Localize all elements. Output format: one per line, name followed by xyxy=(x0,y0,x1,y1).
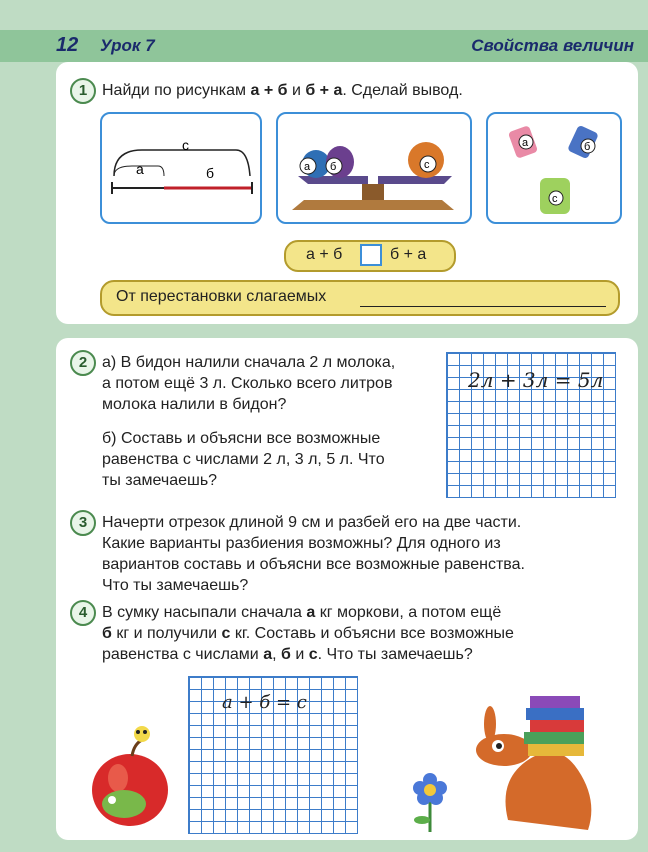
task4-number: 4 xyxy=(70,600,96,626)
lesson-title: Урок 7 xyxy=(100,36,155,55)
task2-part-a: а) В бидон налили сначала 2 л молока, а потом ещё 3 л. Сколько всего литров молока налили в бидон? xyxy=(102,354,396,413)
compare-left: а + б xyxy=(306,246,343,263)
kangaroo-illustration xyxy=(468,690,618,836)
task4-text: В сумку насыпали сначала а кг моркови, а потом ещё б кг и получили с кг. Составь и объясни все возможные равенства с числами а, б и с. Что ты замечаешь? xyxy=(102,604,514,663)
compare-box[interactable] xyxy=(360,244,382,266)
page-header xyxy=(0,30,648,62)
task2-part-b: б) Составь и объясни все возможные равенства с числами 2 л, 3 л, 5 л. Что ты замечаешь? xyxy=(102,430,385,489)
task1-text: Найди по рисункам а + б и б + а. Сделай вывод. xyxy=(102,82,463,99)
conclusion-text: От перестановки слагаемых xyxy=(116,288,327,305)
task4-handwriting: а + б = с xyxy=(222,692,307,713)
jar-b-label: б xyxy=(584,141,591,153)
conclusion-pill xyxy=(100,280,620,316)
segment-label-c: с xyxy=(182,137,189,153)
flower-illustration xyxy=(410,770,450,834)
jars-diagram xyxy=(488,114,620,222)
conclusion-answer-line[interactable] xyxy=(360,306,606,307)
segment-label-b: б xyxy=(206,165,215,181)
task2-number: 2 xyxy=(70,350,96,376)
apple-illustration xyxy=(88,720,172,832)
compare-right: б + а xyxy=(390,246,427,263)
bag-c-label: с xyxy=(424,159,430,171)
segment-label-a: а xyxy=(136,161,144,177)
task3-text: Начерти отрезок длиной 9 см и разбей его на две части. Какие варианты разбиения возможны? Для одного из вариантов составь и объясни все возможные равенства. Что ты замечаешь? xyxy=(102,514,525,594)
scales-picture xyxy=(276,112,472,224)
jar-a-label: а xyxy=(522,137,529,149)
jar-c-label: с xyxy=(552,193,558,205)
topic-title: Свойства величин xyxy=(471,36,634,55)
page-number: 12 xyxy=(56,34,79,56)
jars-picture xyxy=(486,112,622,224)
task1-number: 1 xyxy=(70,78,96,104)
bag-b-label: б xyxy=(330,161,337,173)
task3-number: 3 xyxy=(70,510,96,536)
bag-a-label: а xyxy=(304,161,311,173)
scales-diagram xyxy=(278,114,470,222)
segment-diagram xyxy=(102,114,260,222)
segment-picture xyxy=(100,112,262,224)
task2-handwriting: 2л + 3л = 5л xyxy=(468,368,604,392)
comparison-pill xyxy=(284,240,456,272)
